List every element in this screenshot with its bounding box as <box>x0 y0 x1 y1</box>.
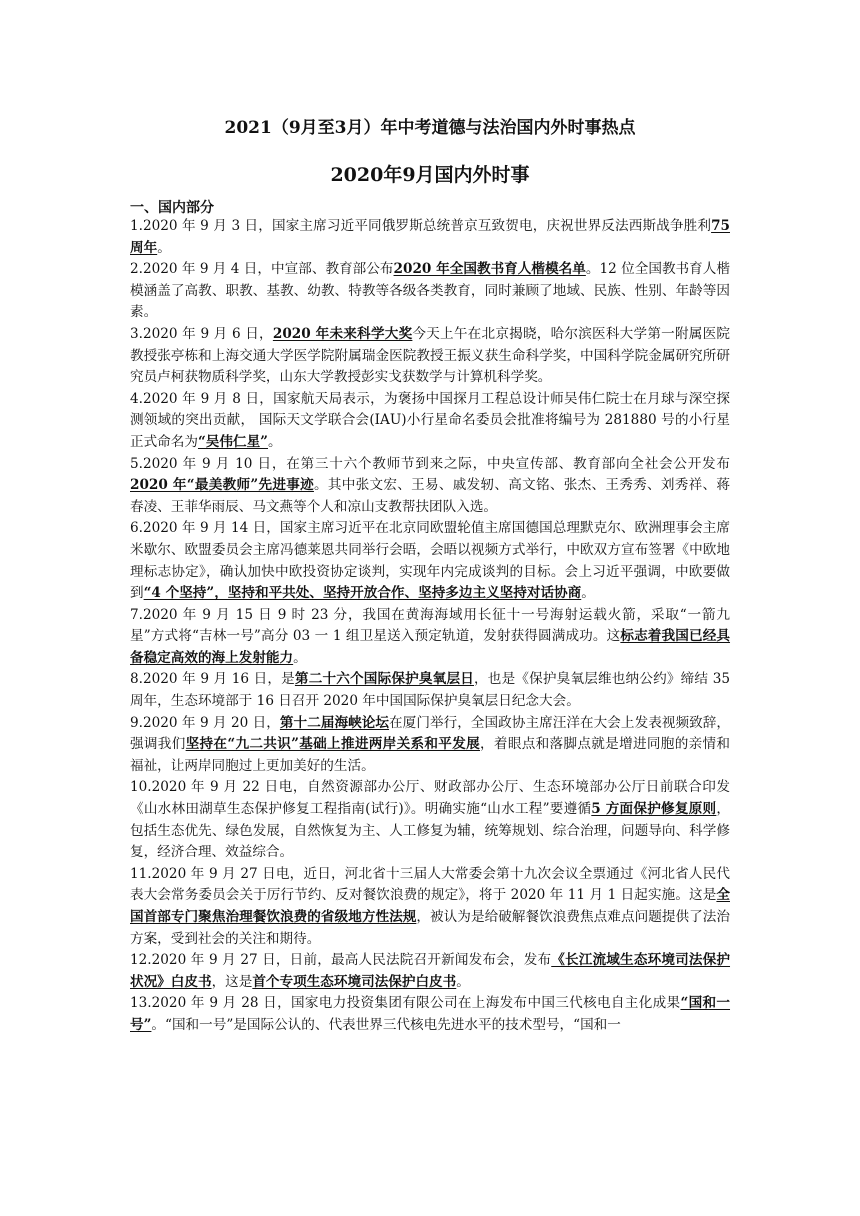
item-text: 。 <box>267 433 282 450</box>
news-item <box>130 605 730 670</box>
news-item <box>130 669 730 712</box>
item-text: 。 <box>293 649 307 666</box>
news-item <box>130 389 730 454</box>
highlight-text: “4 个坚持”，坚持和平共处、坚持开放合作、坚持多边主义坚持对话协商 <box>143 585 582 602</box>
highlight-text: 5 方面保护修复原则 <box>591 801 717 818</box>
news-item <box>130 864 730 950</box>
item-text: 3.2020 年 9 月 6 日， <box>130 325 273 342</box>
highlight-text: “吴伟仁星” <box>197 433 268 450</box>
item-text: 7.2020 年 9 月 15 日 9 时 23 分，我国在黄海海域用长征十一号海射运载火箭，采取“一箭九星”方式将“吉林一号”高分 03 一 1 组卫星送入预定轨道，发射获得圆满成功。这 <box>130 606 730 645</box>
highlight-text: “国和一号” <box>130 995 731 1033</box>
item-text: 6.2020 年 9 月 14 日，国家主席习近平在北京同欧盟轮值主席国德国总理默克尔、欧洲理事会主席米歇尔、欧盟委员会主席冯德莱恩共同举行会晤，会晤以视频方式举行，中欧双方宣布签署《中欧地理标志协定》，确认加快中欧投资协定谈判，实现年内完成谈判的目标。会上习近平强调，中欧要做到 <box>130 520 730 602</box>
highlight-text: 第二十六个国际保护臭氧层日 <box>294 671 475 688</box>
highlight-text: 2020 年未来科学大奖 <box>272 325 413 342</box>
item-text: 11.2020 年 9 月 27 日电，近日，河北省十三届人大常委会第十九次会议全票通过《河北省人民代表大会常务委员会关于厉行节约、反对餐饮浪费的规定》，将于 2020 年 11 月 1 日起实施。这是 <box>130 865 730 904</box>
news-item <box>130 777 730 863</box>
item-text: 。 <box>581 585 595 602</box>
item-text: ，着眼点和落脚点就是增进同胞的亲情和福祉，让两岸同胞过上更加美好的生活。 <box>130 736 731 774</box>
item-text: ，也是《保护臭氧层维也纳公约》缔结 35 周年，生态环境部于 16 日召开 2020 年中国国际保护臭氧层日纪念大会。 <box>130 671 731 710</box>
item-text: 2.2020 年 9 月 4 日，中宣部、教育部公布 <box>130 261 394 278</box>
news-item <box>130 713 730 778</box>
news-item <box>130 216 730 259</box>
highlight-text: 坚持在“九二共识”基础上推进两岸关系和平发展 <box>185 736 481 753</box>
highlight-text: 第十二届海峡论坛 <box>279 714 390 731</box>
item-text: 。 <box>157 239 171 256</box>
item-text: 12.2020 年 9 月 27 日，日前，最高人民法院召开新闻发布会，发布 <box>130 952 552 969</box>
highlight-text: 2020 年“最美教师”先进事迹 <box>130 477 314 494</box>
item-text: 5.2020 年 9 月 10 日，在第三十六个教师节到来之际，中央宣传部、教育部向全社会公开发布 <box>130 455 730 472</box>
highlight-text: 标志着我国已经具备稳定高效的海上发射能力 <box>130 628 731 666</box>
item-text: 1.2020 年 9 月 3 日，国家主席习近平同俄罗斯总统普京互致贺电，庆祝世界反法西斯战争胜利 <box>130 218 712 234</box>
news-item <box>130 454 730 519</box>
news-item <box>130 259 730 324</box>
document-subtitle: 2020年9月国内外时事 <box>330 164 530 186</box>
news-list <box>130 216 730 1037</box>
news-item <box>130 950 730 993</box>
item-text: 9.2020 年 9 月 20 日， <box>130 714 280 731</box>
item-text: 在厦门举行，全国政协主席汪洋在大会上发表视频致辞，强调我们 <box>130 714 731 753</box>
item-text: ，包括生态优先、绿色发展，自然恢复为主、人工修复为辅，统筹规划、综合治理，问题导向、科学修复，经济合理、效益综合。 <box>130 801 730 861</box>
news-item <box>130 993 730 1036</box>
item-text: 。 <box>456 973 470 990</box>
highlight-text: 2020 年全国教书育人楷模名单 <box>393 261 586 278</box>
item-text: 4.2020 年 9 月 8 日，国家航天局表示，为褒扬中国探月工程总设计师吴伟仁院士在月球与深空探测领域的突出贡献， 国际天文学联合会(IAU)小行星命名委员会批准将编号为 281880 号的小行星正式命名为 <box>130 390 730 450</box>
section-heading: 一、国内部分 <box>130 200 214 216</box>
item-text: 13.2020 年 9 月 28 日，国家电力投资集团有限公司在上海发布中国三代核电自主化成果 <box>130 995 681 1012</box>
highlight-text: 首个专项生态环境司法保护白皮书 <box>252 973 457 990</box>
item-text: ，这是 <box>211 973 253 990</box>
highlight-text: 75 周年 <box>130 218 730 256</box>
news-item <box>130 518 730 604</box>
item-text: 。“国和一号”是国际公认的、代表世界三代核电先进水平的技术型号，“国和一 <box>151 1016 621 1033</box>
news-item <box>130 324 730 389</box>
item-text: 8.2020 年 9 月 16 日，是 <box>130 671 295 688</box>
item-text: 。12 位全国教书育人楷模涵盖了高教、职教、基教、幼教、特教等各级各类教育，同时兼顾了地域、民族、性别、年龄等因素。 <box>130 261 730 321</box>
highlight-text: 《长江流域生态环境司法保护状况》白皮书 <box>130 952 731 990</box>
item-text: 今天上午在北京揭晓，哈尔滨医科大学第一附属医院教授张亭栋和上海交通大学医学院附属瑞金医院教授王振义获生命科学奖，中国科学院金属研究所研究员卢柯获物质科学奖，山东大学教授彭实戈获数学与计算机科学奖。 <box>130 325 731 386</box>
document-title: 2021（9月至3月）年中考道德与法治国内外时事热点 <box>224 118 636 138</box>
item-text: 10.2020 年 9 月 22 日电，自然资源部办公厅、财政部办公厅、生态环境部办公厅日前联合印发《山水林田湖草生态保护修复工程指南(试行)》。明确实施“山水工程”要遵循 <box>130 779 730 818</box>
highlight-text: 全国首部专门聚焦治理餐饮浪费的省级地方性法规 <box>130 887 730 925</box>
item-text: ，被认为是给破解餐饮浪费焦点难点问题提供了法治方案，受到社会的关注和期待。 <box>130 909 731 947</box>
item-text: 。其中张文宏、王易、戚发轫、高文铭、张杰、王秀秀、刘秀祥、蒋春凌、王菲华雨辰、马文燕等个人和凉山支教帮扶团队入选。 <box>130 477 730 515</box>
